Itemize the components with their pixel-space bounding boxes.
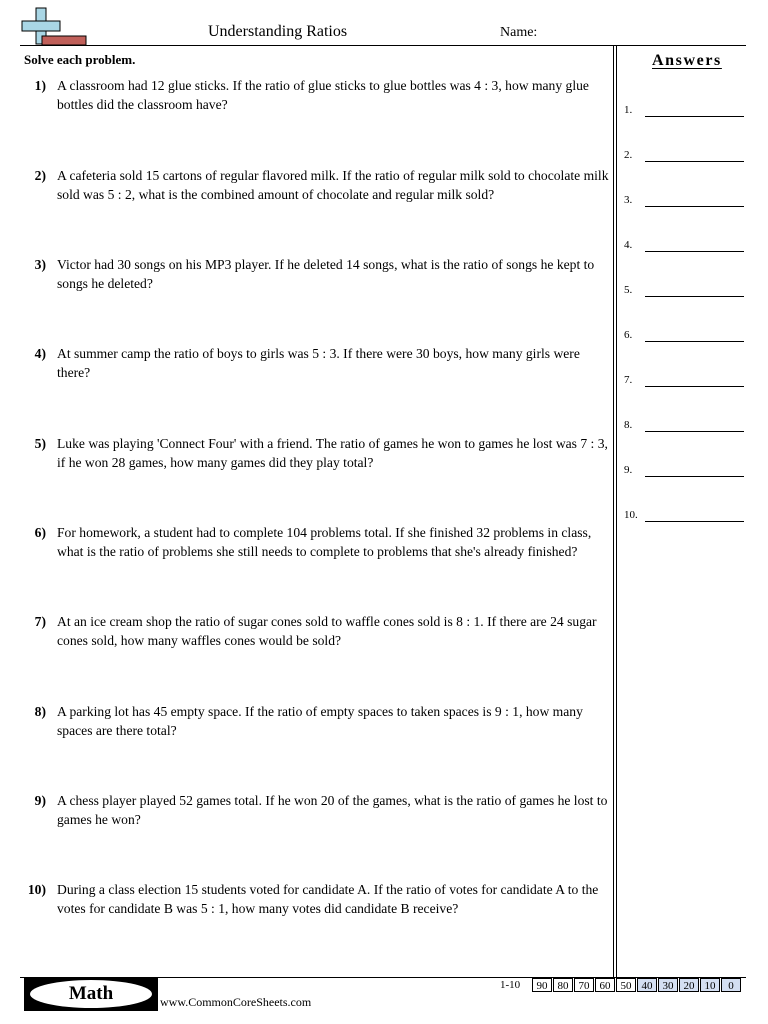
question-text: A parking lot has 45 empty space. If the ratio of empty spaces to taken spaces is 9 : 1, how many spaces are there total? (57, 704, 583, 738)
score-cell: 0 (721, 978, 741, 992)
question-text: During a class election 15 students voted for candidate A. If the ratio of votes for candidate A to the votes for candidate B was 5 : 1, how many votes did candidate B receive? (57, 882, 599, 916)
answer-row (624, 284, 746, 304)
question-number: 9) (34, 793, 46, 808)
answer-blank[interactable] (645, 476, 744, 477)
score-cell: 30 (658, 978, 678, 992)
question-number: 1) (34, 78, 46, 93)
answer-blank[interactable] (645, 116, 744, 117)
logo-icon (18, 6, 88, 46)
question-text: Victor had 30 songs on his MP3 player. If he deleted 14 songs, what is the ratio of songs he kept to songs he deleted? (57, 257, 595, 291)
answer-row (624, 374, 746, 394)
answer-number: 5. (624, 284, 633, 296)
score-cell: 50 (616, 978, 636, 992)
answer-row (624, 329, 746, 349)
answer-blank[interactable] (645, 341, 744, 342)
question-number: 4) (34, 346, 46, 361)
question-text: For homework, a student had to complete 104 problems total. If she finished 32 problems in class, what is the ratio of problems she still needs to complete to problems that she's already finished? (57, 525, 592, 559)
instructions: Solve each problem. (24, 52, 136, 67)
answer-row (624, 149, 746, 169)
score-cell: 80 (553, 978, 573, 992)
question-text: A chess player played 52 games total. If he won 20 of the games, what is the ratio of games he lost to games he won? (57, 793, 608, 827)
question-number: 6) (34, 525, 46, 540)
question-number: 8) (34, 704, 46, 719)
question-text: At an ice cream shop the ratio of sugar cones sold to waffle cones sold is 8 : 1. If there are 24 sugar cones sold, how many waffles cones would be sold? (57, 614, 597, 648)
answer-number: 1. (624, 104, 633, 116)
answer-blank[interactable] (645, 431, 744, 432)
answer-row (624, 464, 746, 484)
question-number: 10) (27, 882, 46, 897)
answer-number: 3. (624, 194, 633, 206)
answer-number: 6. (624, 329, 633, 341)
column-divider (613, 46, 617, 978)
answer-blank[interactable] (645, 206, 744, 207)
score-cell: 70 (574, 978, 594, 992)
answer-row (624, 419, 746, 439)
score-table (531, 978, 741, 993)
answer-row (624, 194, 746, 214)
score-cell: 60 (595, 978, 615, 992)
answer-row (624, 509, 746, 529)
answer-row (624, 239, 746, 259)
answer-row (624, 104, 746, 124)
answer-number: 10. (624, 509, 638, 521)
question-number: 5) (34, 436, 46, 451)
answer-blank[interactable] (645, 521, 744, 522)
question-number: 7) (34, 614, 46, 629)
answer-blank[interactable] (645, 251, 744, 252)
header-divider (20, 45, 746, 46)
question-text: Luke was playing 'Connect Four' with a friend. The ratio of games he won to games he lost was 7 : 3, if he won 28 games, how many games did they play total? (57, 436, 608, 470)
score-cell: 90 (532, 978, 552, 992)
question-text: A classroom had 12 glue sticks. If the ratio of glue sticks to glue bottles was 4 : 3, how many glue bottles did the classroom have? (57, 78, 589, 112)
answer-number: 8. (624, 419, 633, 431)
answer-number: 2. (624, 149, 633, 161)
answer-number: 4. (624, 239, 633, 251)
answers-title: Answers (652, 52, 722, 69)
answer-blank[interactable] (645, 296, 744, 297)
question-text: A cafeteria sold 15 cartons of regular flavored milk. If the ratio of regular milk sold to chocolate milk sold was 5 : 2, what is the combined amount of chocolate and regular milk sold? (57, 168, 609, 202)
answer-blank[interactable] (645, 386, 744, 387)
score-cell: 10 (700, 978, 720, 992)
score-range: 1-10 (500, 979, 521, 991)
score-cell: 40 (637, 978, 657, 992)
page-title: Understanding Ratios (208, 23, 348, 40)
name-label: Name: (500, 25, 538, 40)
question-number: 3) (34, 257, 46, 272)
subject-label: Math (30, 980, 152, 1008)
answer-number: 7. (624, 374, 633, 386)
answer-blank[interactable] (645, 161, 744, 162)
question-number: 2) (34, 168, 46, 183)
answer-number: 9. (624, 464, 633, 476)
score-cell: 20 (679, 978, 699, 992)
website-link: www.CommonCoreSheets.com (160, 995, 312, 1009)
question-text: At summer camp the ratio of boys to girls was 5 : 3. If there were 30 boys, how many girls were there? (57, 346, 580, 380)
